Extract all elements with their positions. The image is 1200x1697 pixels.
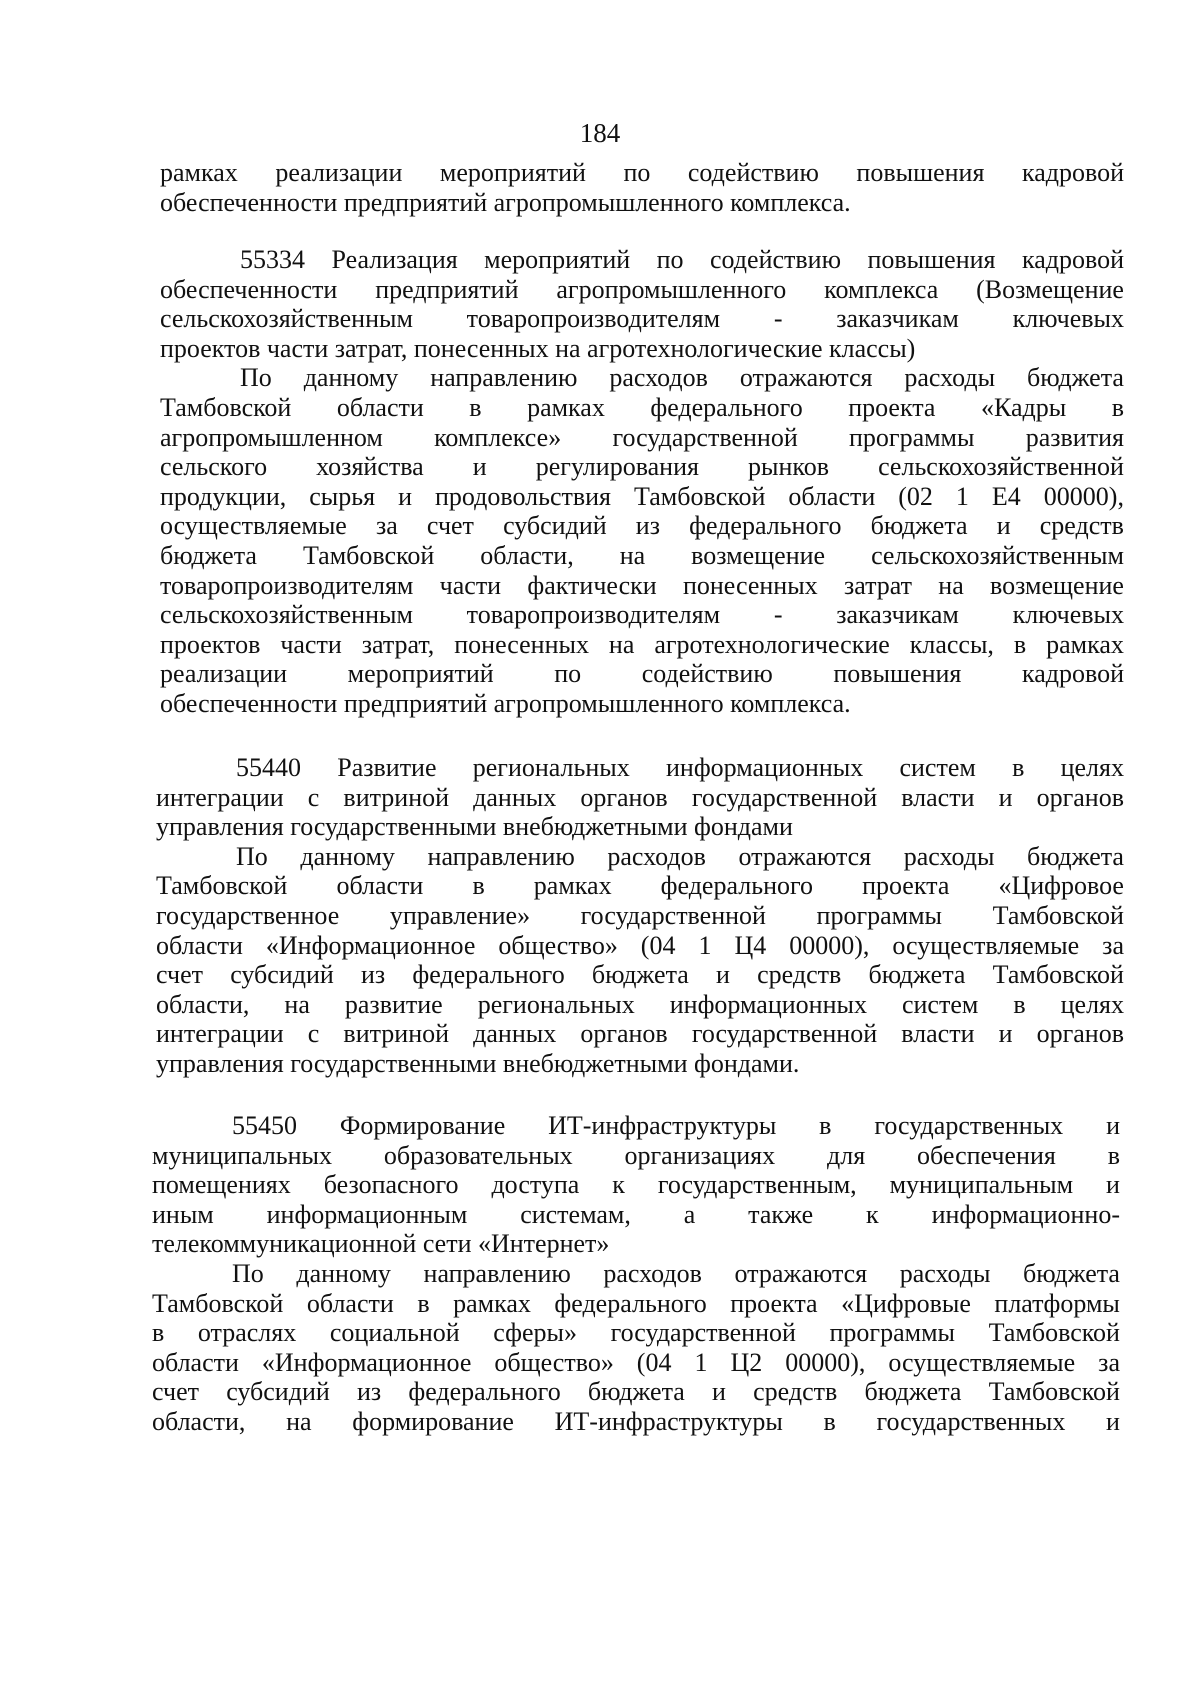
word: общество»	[494, 1347, 614, 1377]
word: данному	[300, 841, 395, 871]
word: сырья	[309, 481, 376, 511]
word: обеспечения	[917, 1140, 1056, 1170]
word: ИТ-инфраструктуры	[554, 1406, 783, 1436]
word: безопасного	[323, 1170, 459, 1200]
word: расходы	[904, 363, 996, 393]
word: Формирование	[339, 1111, 506, 1140]
word: области	[788, 481, 876, 511]
word: содействию	[710, 245, 842, 274]
word: содействию	[641, 659, 773, 689]
word: Тамбовской	[988, 1377, 1120, 1407]
word: и	[716, 960, 730, 990]
word: средств	[1039, 511, 1124, 541]
word: средств	[753, 1377, 838, 1407]
word: осуществляемые	[160, 511, 347, 541]
word: и	[998, 782, 1013, 812]
word: ключевых	[1012, 304, 1124, 334]
body-line	[156, 1019, 1124, 1049]
word: Е4	[991, 481, 1021, 511]
body-line	[160, 511, 1124, 541]
word: расходов	[607, 841, 706, 871]
word: в	[469, 392, 482, 422]
word: и	[1106, 1170, 1120, 1200]
word: рамках	[453, 1288, 531, 1318]
body-line	[156, 960, 1124, 990]
word: информационным	[266, 1199, 468, 1229]
word: рынков	[748, 452, 830, 482]
word: из	[356, 1377, 382, 1407]
word: с	[307, 1019, 320, 1049]
word: кадровой	[1021, 245, 1124, 274]
word: расходы	[903, 841, 995, 871]
word: повышения	[856, 158, 985, 187]
body-line	[152, 1318, 1120, 1348]
body-line	[156, 842, 1124, 872]
section-heading-line	[156, 783, 1124, 813]
word: федерального	[412, 960, 565, 990]
section-heading-line	[152, 1111, 1120, 1141]
word: комплекса	[824, 274, 939, 304]
word: средств	[757, 960, 842, 990]
word: федерального	[650, 392, 803, 422]
word: государственной	[580, 900, 766, 930]
word: 1	[694, 1347, 708, 1377]
word: бюджета	[587, 1377, 685, 1407]
section-heading-line	[160, 275, 1124, 305]
word: доступа	[491, 1170, 580, 1200]
word: отражаются	[734, 1258, 868, 1288]
word: Тамбовской	[634, 481, 766, 511]
word: сферы»	[493, 1318, 577, 1348]
word: интеграции	[156, 782, 284, 812]
word: к	[866, 1199, 879, 1229]
word: отраслях	[197, 1318, 297, 1348]
word: управление»	[389, 900, 531, 930]
word: осуществляемые	[888, 1347, 1076, 1377]
word: государственной	[691, 782, 878, 812]
word: отражаются	[738, 841, 872, 871]
word: бюджета	[868, 960, 966, 990]
text-line: обеспеченности предприятий агропромышленного комплекса.	[160, 187, 851, 217]
word: в	[1013, 629, 1027, 659]
body-line	[152, 1289, 1120, 1319]
word: товаропроизводителям	[466, 600, 721, 630]
word: целях	[1060, 753, 1124, 782]
word: на	[619, 540, 646, 570]
word: «Цифровое	[998, 871, 1124, 901]
body-line	[152, 1348, 1120, 1378]
word: органов	[580, 1019, 668, 1049]
body-line	[160, 630, 1124, 660]
word: федерального	[554, 1288, 707, 1318]
word: рамках	[1046, 629, 1124, 659]
word: направлению	[427, 841, 575, 871]
word: органов	[1036, 782, 1124, 812]
word: По	[232, 1258, 264, 1288]
word: комплексе»	[434, 422, 562, 452]
word: области,	[480, 540, 574, 570]
word: повышения	[833, 659, 962, 689]
body-line: обеспеченности предприятий агропромышленного комплекса.	[160, 688, 851, 718]
word: части	[439, 570, 502, 600]
word: бюджета	[864, 1377, 962, 1407]
word: затрат,	[361, 629, 435, 659]
word: области	[156, 930, 243, 960]
word: бюджета	[1027, 841, 1124, 871]
word: государственной	[691, 1019, 878, 1049]
word: счет	[156, 960, 203, 990]
word: кадровой	[1021, 158, 1124, 187]
word: По	[236, 841, 268, 871]
word: содействию	[687, 158, 819, 187]
word: Тамбовской	[156, 871, 288, 901]
word: мероприятий	[347, 659, 494, 689]
word: за	[1102, 930, 1124, 960]
word: Тамбовской	[302, 540, 435, 570]
word: из	[635, 511, 660, 541]
section-heading-line	[160, 245, 1124, 275]
word: а	[683, 1199, 696, 1229]
word: сельскохозяйственным	[871, 540, 1124, 570]
word: 55440	[236, 753, 301, 782]
word: бюджета	[160, 540, 257, 570]
word: проектов	[160, 629, 261, 659]
word: за	[375, 511, 398, 541]
word: федерального	[408, 1377, 561, 1407]
word: интеграции	[156, 1019, 284, 1049]
word: затрат	[843, 570, 913, 600]
word: власти	[901, 782, 975, 812]
word: По	[240, 363, 272, 393]
word: государственной	[612, 422, 798, 452]
word: понесенных	[682, 570, 818, 600]
word: в	[1107, 1140, 1120, 1170]
section-heading-line	[156, 753, 1124, 783]
word: по	[656, 245, 684, 274]
word: власти	[901, 1019, 975, 1049]
word: на	[608, 629, 635, 659]
word: 00000),	[1043, 481, 1124, 511]
word: бюджета	[870, 511, 968, 541]
word: сельскохозяйственным	[160, 304, 413, 334]
word: также	[748, 1199, 814, 1229]
word: расходов	[603, 1258, 702, 1288]
body-line	[160, 571, 1124, 601]
body-line	[160, 600, 1124, 630]
word: информационных	[666, 753, 864, 782]
word: и	[398, 481, 412, 511]
body-line	[160, 659, 1124, 689]
word: муниципальных	[152, 1140, 333, 1170]
section-heading-line	[152, 1170, 1120, 1200]
word: за	[1098, 1347, 1120, 1377]
body-line	[160, 482, 1124, 512]
word: товаропроизводителям	[466, 304, 721, 334]
section-55334	[160, 245, 1124, 719]
section-heading-line	[160, 304, 1124, 334]
word: продукции,	[160, 481, 287, 511]
body-line	[160, 541, 1124, 571]
word: программы	[829, 1318, 956, 1348]
body-line	[160, 393, 1124, 423]
word: проекта	[862, 871, 950, 901]
word: и	[472, 452, 487, 482]
word: агропромышленного	[556, 274, 787, 304]
word: -	[773, 304, 783, 334]
word: товаропроизводителям	[160, 570, 414, 600]
word: региональных	[477, 989, 635, 1019]
word: 55450	[232, 1111, 297, 1140]
body-line	[156, 901, 1124, 931]
word: рамках	[533, 871, 612, 901]
word: проекта	[848, 392, 936, 422]
word: систем	[901, 989, 979, 1019]
word: информационных	[669, 989, 867, 1019]
word: витриной	[343, 782, 450, 812]
word: государственной	[610, 1318, 796, 1348]
intro-paragraph	[160, 158, 1124, 217]
word: 00000),	[789, 930, 870, 960]
word: государственных	[876, 1406, 1066, 1436]
word: данному	[303, 363, 399, 393]
word: заказчикам	[836, 600, 959, 630]
word: «Информационное	[265, 930, 476, 960]
word: кадровой	[1021, 659, 1124, 689]
word: агропромышленном	[160, 422, 383, 452]
word: в	[1013, 989, 1026, 1019]
word: в	[417, 1288, 430, 1318]
word: мероприятий	[484, 245, 631, 274]
word: образовательных	[383, 1140, 573, 1170]
word: -	[773, 600, 783, 630]
word: бюджета	[591, 960, 689, 990]
section-heading-line: проектов части затрат, понесенных на агротехнологические классы)	[160, 333, 916, 363]
section-heading-line	[152, 1200, 1120, 1230]
word: формирование	[352, 1406, 514, 1436]
word: в	[1111, 392, 1124, 422]
word: витриной	[343, 1019, 450, 1049]
word: ключевых	[1012, 600, 1124, 630]
section-heading-line: управления государственными внебюджетными фондами	[156, 812, 793, 842]
word: (04	[640, 930, 676, 960]
word: классы,	[909, 629, 994, 659]
word: организациях	[624, 1140, 776, 1170]
word: по	[623, 158, 651, 187]
word: (02	[898, 481, 933, 511]
word: Тамбовской	[988, 1318, 1120, 1348]
word: счет	[152, 1377, 199, 1407]
word: регулирования	[535, 452, 699, 482]
word: хозяйства	[316, 452, 424, 482]
word: Тамбовской	[160, 392, 292, 422]
word: (Возмещение	[976, 274, 1124, 304]
word: реализации	[160, 659, 288, 689]
word: из	[360, 960, 386, 990]
word: в	[152, 1318, 165, 1348]
word: возмещение	[691, 540, 826, 570]
word: сельского	[160, 452, 268, 482]
word: для	[827, 1140, 866, 1170]
section-heading-line	[152, 1141, 1120, 1171]
word: Ц4	[734, 930, 767, 960]
word: социальной	[329, 1318, 460, 1348]
word: Тамбовской	[992, 900, 1124, 930]
word: данному	[296, 1258, 391, 1288]
word: расходы	[899, 1258, 991, 1288]
body-line	[152, 1259, 1120, 1289]
word: фактически	[527, 570, 657, 600]
body-line	[160, 452, 1124, 482]
word: области,	[152, 1406, 246, 1436]
word: иным	[152, 1199, 214, 1229]
word: области	[152, 1347, 239, 1377]
word: области	[336, 392, 424, 422]
word: на	[286, 1406, 312, 1436]
word: «Цифровые	[841, 1288, 971, 1318]
word: направлению	[423, 1258, 571, 1288]
word: целях	[1060, 989, 1124, 1019]
word: информационно-	[931, 1199, 1120, 1229]
word: муниципальным	[889, 1170, 1074, 1200]
word: мероприятий	[439, 158, 586, 187]
body-line	[156, 990, 1124, 1020]
word: субсидий	[230, 960, 334, 990]
word: 00000),	[785, 1347, 866, 1377]
word: и	[998, 1019, 1013, 1049]
word: по	[554, 659, 582, 689]
word: в	[823, 1406, 836, 1436]
word: развития	[1025, 422, 1124, 452]
word: бюджета	[1023, 1258, 1120, 1288]
word: региональных	[472, 753, 630, 782]
section-55450	[152, 1111, 1120, 1437]
word: платформы	[994, 1288, 1120, 1318]
word: программы	[816, 900, 943, 930]
word: общество»	[498, 930, 618, 960]
word: сельскохозяйственным	[160, 600, 413, 630]
word: 1	[955, 481, 969, 511]
word: расходов	[609, 363, 708, 393]
word: с	[307, 782, 320, 812]
word: Ц2	[730, 1347, 763, 1377]
word: на	[284, 989, 310, 1019]
word: направлению	[430, 363, 578, 393]
word: государственное	[156, 900, 340, 930]
body-line	[156, 931, 1124, 961]
word: рамках	[160, 158, 238, 187]
word: области,	[156, 989, 250, 1019]
word: бюджета	[1027, 363, 1124, 393]
page-number: 184	[579, 118, 621, 148]
body-line	[156, 871, 1124, 901]
word: органов	[580, 782, 668, 812]
word: области	[306, 1288, 394, 1318]
word: органов	[1036, 1019, 1124, 1049]
word: данных	[473, 1019, 557, 1049]
word: данных	[473, 782, 557, 812]
word: и	[1106, 1111, 1120, 1140]
word: федерального	[689, 511, 842, 541]
body-line: управления государственными внебюджетными фондами.	[156, 1048, 800, 1078]
word: Развитие	[337, 753, 437, 782]
body-line	[160, 363, 1124, 393]
word: 1	[698, 930, 712, 960]
body-line	[160, 423, 1124, 453]
word: ИТ-инфраструктуры	[548, 1111, 777, 1140]
word: государственных	[874, 1111, 1064, 1140]
word: и	[996, 511, 1011, 541]
word: «Кадры	[980, 392, 1067, 422]
word: помещениях	[152, 1170, 291, 1200]
word: системам,	[520, 1199, 631, 1229]
word: заказчикам	[836, 304, 959, 334]
word: Тамбовской	[992, 960, 1124, 990]
word: обеспеченности	[160, 274, 338, 304]
word: государственным,	[657, 1170, 857, 1200]
word: в	[1012, 753, 1025, 782]
text-line	[160, 158, 1124, 188]
word: к	[612, 1170, 625, 1200]
word: на	[938, 570, 964, 600]
word: рамках	[527, 392, 605, 422]
body-line	[152, 1377, 1120, 1407]
section-55440	[156, 753, 1124, 1079]
word: систем	[899, 753, 976, 782]
word: Тамбовской	[152, 1288, 284, 1318]
word: области	[336, 871, 424, 901]
word: счет	[426, 511, 474, 541]
word: повышения	[867, 245, 996, 274]
section-heading-line: телекоммуникационной сети «Интернет»	[152, 1229, 610, 1259]
word: субсидий	[226, 1377, 330, 1407]
word: возмещение	[990, 570, 1124, 600]
word: агротехнологические	[654, 629, 890, 659]
word: сельскохозяйственной	[878, 452, 1124, 482]
word: федерального	[660, 871, 813, 901]
word: субсидий	[503, 511, 607, 541]
word: осуществляемые	[892, 930, 1080, 960]
word: в	[819, 1111, 832, 1140]
word: реализации	[275, 158, 403, 187]
word: развитие	[344, 989, 443, 1019]
word: в	[472, 871, 485, 901]
word: (04	[636, 1347, 672, 1377]
word: части	[280, 629, 342, 659]
word: программы	[848, 422, 975, 452]
word: продовольствия	[434, 481, 612, 511]
word: предприятий	[375, 274, 519, 304]
word: «Информационное	[261, 1347, 472, 1377]
word: и	[712, 1377, 726, 1407]
word: отражаются	[739, 363, 873, 393]
word: Реализация	[331, 245, 458, 274]
word: и	[1106, 1406, 1120, 1436]
word: 55334	[240, 245, 305, 274]
word: проекта	[730, 1288, 818, 1318]
word: понесенных	[454, 629, 589, 659]
body-line	[152, 1407, 1120, 1437]
